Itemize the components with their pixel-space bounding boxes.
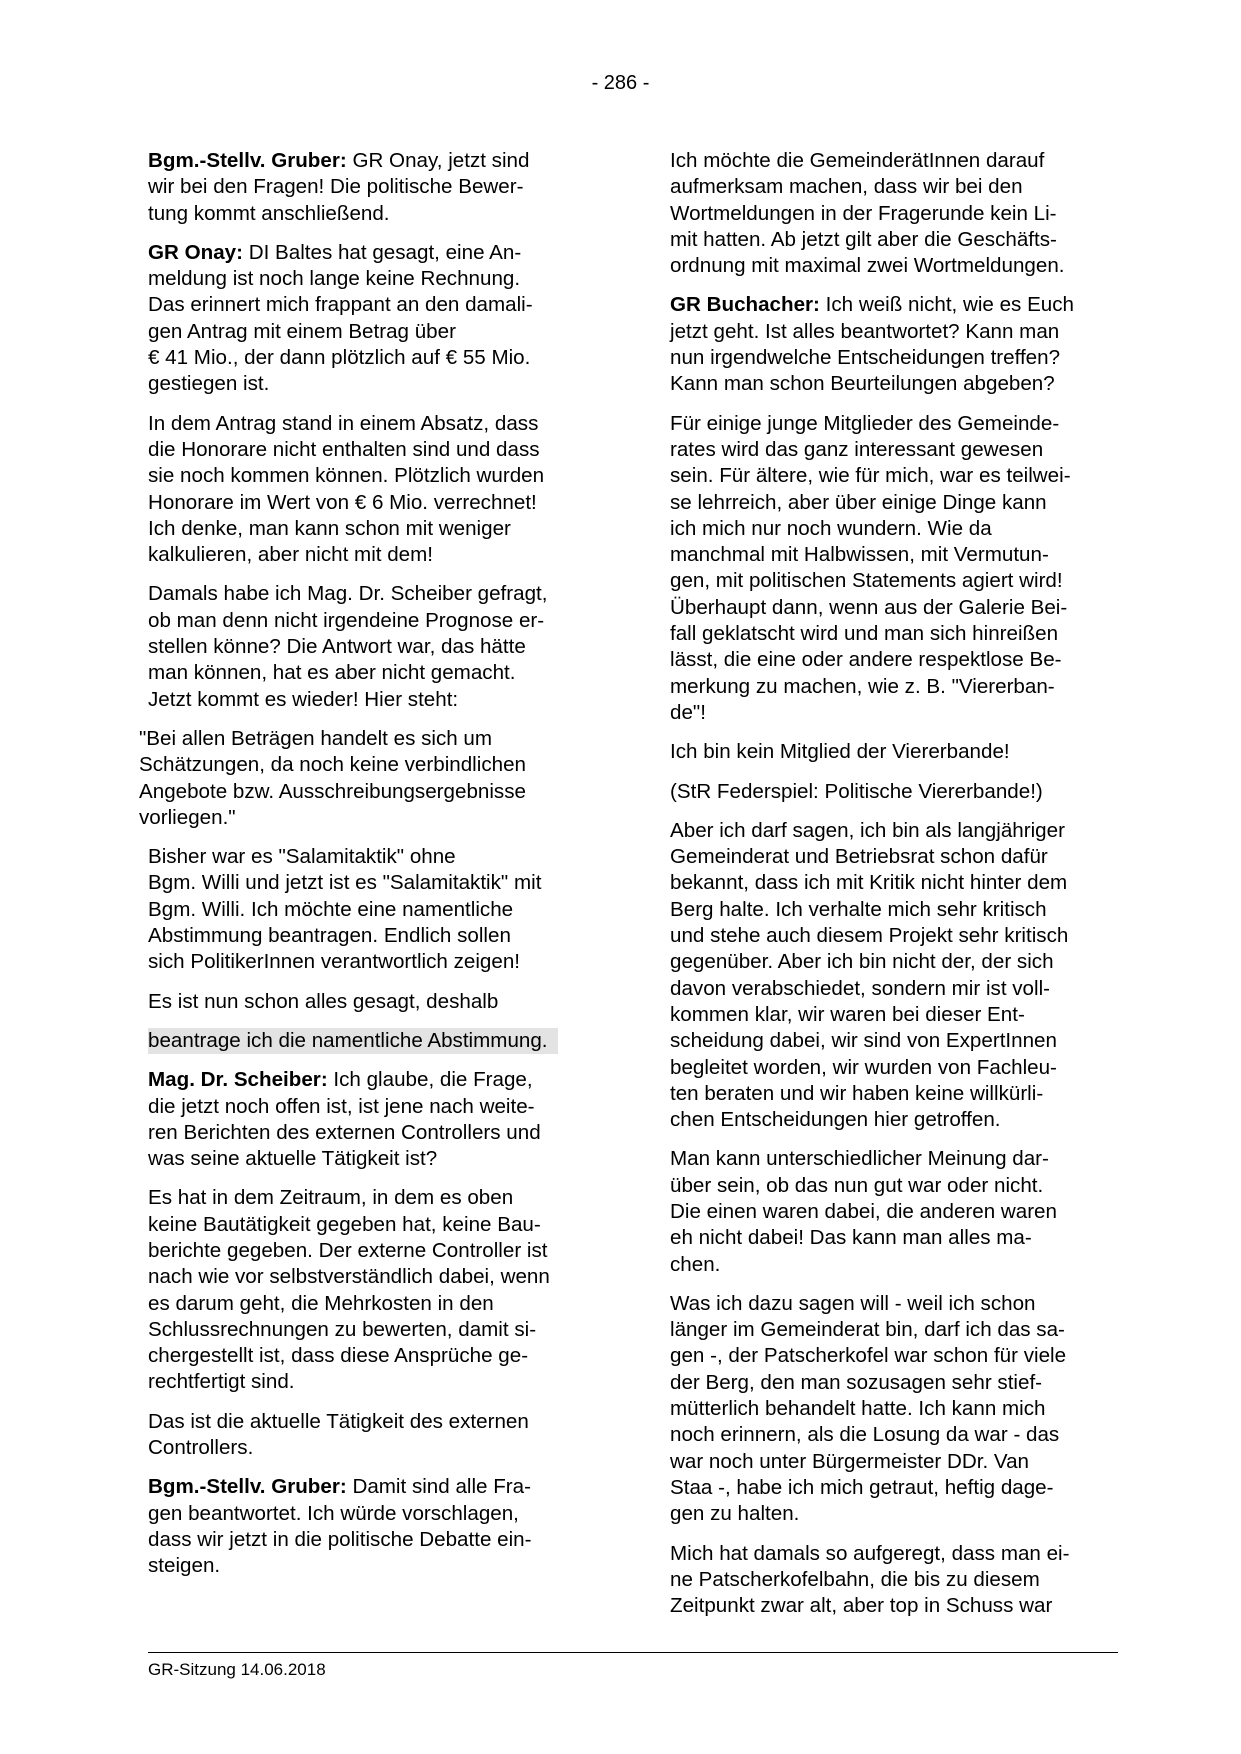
line-text: und stehe auch diesem Projekt sehr kritisch — [670, 924, 1069, 948]
line-text: Wortmeldungen in der Fragerunde kein Li- — [670, 201, 1057, 225]
text-line — [670, 463, 1120, 489]
line-text: der Berg, den man sozusagen sehr stief- — [670, 1370, 1043, 1394]
line-text: Für einige junge Mitglieder des Gemeinde- — [670, 411, 1060, 435]
line-text: Damals habe ich Mag. Dr. Scheiber gefragt, — [148, 582, 548, 606]
text-line — [670, 516, 1120, 542]
line-text: über sein, ob das nun gut war oder nicht. — [670, 1173, 1044, 1197]
paragraph — [670, 1291, 1120, 1528]
line-text: stellen könne? Die Antwort war, das hätte — [148, 635, 526, 659]
line-text: sein. Für ältere, wie für mich, war es teilwei- — [670, 464, 1071, 488]
line-text: Ich möchte die GemeinderätInnen darauf — [670, 149, 1045, 172]
text-line — [670, 1107, 1120, 1133]
line-text: aufmerksam machen, dass wir bei den — [670, 175, 1023, 199]
line-text: sich PolitikerInnen verantwortlich zeigen! — [148, 950, 521, 974]
line-text: chergestellt ist, dass diese Ansprüche ge- — [148, 1344, 529, 1368]
text-line — [670, 595, 1120, 621]
line-text: Ich bin kein Mitglied der Viererbande! — [670, 740, 1010, 764]
text-line — [148, 148, 598, 174]
text-line — [670, 739, 1120, 765]
line-text: jetzt geht. Ist alles beantwortet? Kann man — [670, 319, 1060, 343]
speech-paragraph — [148, 1474, 598, 1579]
text-line — [670, 1317, 1120, 1343]
text-line — [148, 989, 598, 1015]
line-text: gen beantwortet. Ich würde vorschlagen, — [148, 1501, 519, 1525]
line-text: nun irgendwelche Entscheidungen treffen? — [670, 346, 1061, 370]
text-line — [670, 1081, 1120, 1107]
line-text: tung kommt anschließend. — [148, 201, 390, 225]
line-text: bekannt, dass ich mit Kritik nicht hinter dem — [670, 871, 1068, 895]
line-text: Das erinnert mich frappant an den damali- — [148, 293, 533, 317]
text-line — [670, 345, 1120, 371]
line-text: Jetzt kommt es wieder! Hier steht: — [148, 687, 459, 711]
line-text: Aber ich darf sagen, ich bin als langjähriger — [670, 818, 1065, 842]
text-line — [148, 1028, 558, 1054]
line-text: eh nicht dabei! Das kann man alles ma- — [670, 1226, 1032, 1250]
line-text: "Bei allen Beträgen handelt es sich um — [139, 726, 493, 750]
text-line — [670, 227, 1120, 253]
paragraph — [148, 1185, 598, 1395]
text-line — [139, 726, 598, 752]
page-number: - 286 - — [591, 72, 650, 94]
line-text: gen, mit politischen Statements agiert wird! — [670, 569, 1063, 593]
line-text: Honorare im Wert von € 6 Mio. verrechnet! — [148, 490, 537, 514]
text-line — [148, 634, 598, 660]
line-text: mit hatten. Ab jetzt gilt aber die Geschäfts- — [670, 227, 1057, 251]
text-line — [148, 870, 598, 896]
footer-text: GR-Sitzung 14.06.2018 — [148, 1660, 326, 1679]
line-text: se lehrreich, aber über einige Dinge kann — [670, 490, 1047, 514]
line-text: Überhaupt dann, wenn aus der Galerie Bei- — [670, 595, 1068, 619]
text-line — [148, 1264, 598, 1290]
line-text: chen Entscheidungen hier getroffen. — [670, 1108, 1001, 1132]
line-text: Bisher war es "Salamitaktik" ohne — [148, 845, 456, 869]
text-line — [148, 292, 598, 318]
text-line — [148, 266, 598, 292]
text-line — [148, 201, 598, 227]
line-text: ren Berichten des externen Controllers und — [148, 1120, 541, 1144]
line-text: Es ist nun schon alles gesagt, deshalb — [148, 989, 499, 1013]
line-text: ordnung mit maximal zwei Wortmeldungen. — [670, 254, 1065, 278]
text-line — [148, 1067, 598, 1093]
text-line — [139, 779, 598, 805]
line-text: begleitet worden, wir wurden von Fachleu- — [670, 1055, 1057, 1079]
paragraph — [148, 989, 598, 1015]
text-line — [148, 240, 598, 266]
line-text: länger im Gemeinderat bin, darf ich das sa- — [670, 1318, 1065, 1342]
paragraph — [670, 818, 1120, 1134]
text-line — [670, 1567, 1120, 1593]
text-line — [670, 411, 1120, 437]
line-text: noch erinnern, als die Losung da war - das — [670, 1423, 1060, 1447]
text-line — [670, 647, 1120, 673]
line-text: Man kann unterschiedlicher Meinung dar- — [670, 1147, 1049, 1171]
text-line — [148, 1369, 598, 1395]
line-text: lässt, die eine oder andere respektlose Be- — [670, 648, 1062, 672]
line-text: keine Bautätigkeit gegeben hat, keine Bau- — [148, 1212, 541, 1236]
line-text: gen -, der Patscherkofel war schon für viele — [670, 1344, 1067, 1368]
text-line — [670, 1396, 1120, 1422]
text-line — [139, 752, 598, 778]
line-text: kommen klar, wir waren bei dieser Ent- — [670, 1002, 1025, 1026]
line-text: wir bei den Fragen! Die politische Bewer- — [148, 175, 524, 199]
line-text: meldung ist noch lange keine Rechnung. — [148, 267, 521, 291]
text-line — [670, 1449, 1120, 1475]
text-line — [670, 1501, 1120, 1527]
line-text: € 41 Mio., der dann plötzlich auf € 55 Mio. — [148, 346, 531, 370]
line-text: gen Antrag mit einem Betrag über — [148, 319, 456, 343]
speaker-name: Bgm.-Stellv. Gruber: — [148, 149, 347, 172]
line-text: es darum geht, die Mehrkosten in den — [148, 1291, 494, 1315]
text-line — [670, 1593, 1120, 1619]
text-line — [148, 516, 598, 542]
line-text: Bgm. Willi und jetzt ist es "Salamitaktik" mit — [148, 871, 542, 895]
line-text: was seine aktuelle Tätigkeit ist? — [148, 1147, 438, 1171]
text-line — [670, 319, 1120, 345]
line-text: Bgm. Willi. Ich möchte eine namentliche — [148, 897, 514, 921]
text-line — [670, 1291, 1120, 1317]
text-line — [670, 674, 1120, 700]
text-line — [148, 1120, 598, 1146]
text-line — [148, 1501, 598, 1527]
speech-paragraph — [148, 1067, 598, 1172]
speaker-name: GR Buchacher: — [670, 293, 820, 317]
text-line — [148, 1474, 598, 1500]
text-line — [148, 1343, 598, 1369]
paragraph — [148, 1028, 598, 1054]
text-line — [670, 201, 1120, 227]
line-text: Berg halte. Ich verhalte mich sehr kritisch — [670, 897, 1047, 921]
line-text: kalkulieren, aber nicht mit dem! — [148, 543, 434, 567]
line-text: Die einen waren dabei, die anderen waren — [670, 1199, 1057, 1223]
text-line — [148, 1435, 598, 1461]
paragraph — [670, 1146, 1120, 1277]
paragraph — [670, 411, 1120, 727]
line-text: GR Onay, jetzt sind — [346, 149, 530, 172]
line-text: Ich denke, man kann schon mit weniger — [148, 516, 511, 540]
text-line — [670, 1370, 1120, 1396]
line-text: gegenüber. Aber ich bin nicht der, der sich — [670, 950, 1054, 974]
text-line — [148, 608, 598, 634]
text-line — [670, 174, 1120, 200]
text-line — [148, 687, 598, 713]
text-line — [148, 174, 598, 200]
line-text: Abstimmung beantragen. Endlich sollen — [148, 924, 511, 948]
text-line — [670, 568, 1120, 594]
line-text: steigen. — [148, 1554, 221, 1578]
line-text: Gemeinderat und Betriebsrat schon dafür — [670, 845, 1048, 869]
line-text: Mich hat damals so aufgeregt, dass man ei- — [670, 1541, 1070, 1565]
text-line — [670, 1146, 1120, 1172]
paragraph — [670, 1541, 1120, 1620]
text-line — [670, 148, 1120, 174]
left-column — [139, 148, 598, 1593]
line-text: Staa -, habe ich mich getraut, heftig dage- — [670, 1475, 1054, 1499]
line-text: scheidung dabei, wir sind von ExpertInnen — [670, 1029, 1057, 1053]
text-line — [148, 463, 598, 489]
text-line — [670, 371, 1120, 397]
line-text: manchmal mit Halbwissen, mit Vermutun- — [670, 543, 1049, 567]
text-line — [670, 1055, 1120, 1081]
text-line — [148, 1212, 598, 1238]
text-line — [148, 660, 598, 686]
text-line — [670, 1173, 1120, 1199]
line-text: de"! — [670, 700, 706, 724]
paragraph — [148, 1409, 598, 1462]
text-line — [139, 805, 598, 831]
footer-divider — [148, 1652, 1118, 1653]
text-line — [670, 1422, 1120, 1448]
line-text: Das ist die aktuelle Tätigkeit des externen — [148, 1409, 529, 1433]
quote-paragraph — [139, 726, 598, 831]
text-line — [670, 253, 1120, 279]
line-text: Was ich dazu sagen will - weil ich schon — [670, 1291, 1036, 1315]
text-line — [148, 1291, 598, 1317]
text-line — [670, 292, 1120, 318]
line-text: Damit sind alle Fra- — [346, 1475, 531, 1499]
text-line — [670, 844, 1120, 870]
line-text: Zeitpunkt zwar alt, aber top in Schuss war — [670, 1594, 1053, 1618]
text-line — [670, 897, 1120, 923]
text-line — [148, 1146, 598, 1172]
line-text: berichte gegeben. Der externe Controller ist — [148, 1238, 548, 1262]
line-text: Kann man schon Beurteilungen abgeben? — [670, 372, 1055, 396]
line-text: beantrage ich die namentliche Abstimmung. — [148, 1028, 548, 1052]
text-line — [670, 1002, 1120, 1028]
text-line — [670, 1343, 1120, 1369]
text-line — [148, 1553, 598, 1579]
text-line — [670, 923, 1120, 949]
speaker-name: Bgm.-Stellv. Gruber: — [148, 1475, 347, 1499]
paragraph — [670, 148, 1120, 279]
text-line — [148, 844, 598, 870]
text-line — [148, 923, 598, 949]
line-text: ich mich nur noch wundern. Wie da — [670, 516, 992, 540]
line-text: davon verabschiedet, sondern mir ist voll- — [670, 976, 1051, 1000]
line-text: (StR Federspiel: Politische Viererbande!) — [670, 779, 1043, 803]
line-text: ne Patscherkofelbahn, die bis zu diesem — [670, 1567, 1040, 1591]
text-line — [670, 1252, 1120, 1278]
line-text: rechtfertigt sind. — [148, 1370, 295, 1394]
line-text: die jetzt noch offen ist, ist jene nach weite- — [148, 1094, 535, 1118]
line-text: war noch unter Bürgermeister DDr. Van — [670, 1449, 1030, 1473]
text-line — [670, 621, 1120, 647]
line-text: DI Baltes hat gesagt, eine An- — [242, 240, 522, 264]
text-line — [148, 1185, 598, 1211]
line-text: chen. — [670, 1252, 721, 1276]
text-line — [148, 345, 598, 371]
text-line — [670, 1541, 1120, 1567]
text-line — [670, 542, 1120, 568]
text-line — [148, 542, 598, 568]
line-text: Ich weiß nicht, wie es Euch — [819, 293, 1075, 317]
text-line — [148, 897, 598, 923]
text-line — [670, 818, 1120, 844]
line-text: dass wir jetzt in die politische Debatte ein- — [148, 1527, 532, 1551]
line-text: Controllers. — [148, 1436, 254, 1460]
line-text: merkung zu machen, wie z. B. "Viererban- — [670, 674, 1055, 698]
text-line — [670, 1475, 1120, 1501]
text-line — [670, 870, 1120, 896]
text-line — [670, 490, 1120, 516]
line-text: Schlussrechnungen zu bewerten, damit si- — [148, 1317, 537, 1341]
line-text: fall geklatscht wird und man sich hinreißen — [670, 622, 1059, 646]
text-line — [670, 949, 1120, 975]
text-line — [670, 779, 1120, 805]
paragraph — [670, 779, 1120, 805]
text-line — [670, 700, 1120, 726]
line-text: die Honorare nicht enthalten sind und dass — [148, 437, 540, 461]
line-text: rates wird das ganz interessant gewesen — [670, 437, 1044, 461]
text-line — [670, 976, 1120, 1002]
line-text: vorliegen." — [139, 805, 236, 829]
speech-paragraph — [670, 292, 1120, 397]
text-line — [148, 437, 598, 463]
text-line — [148, 411, 598, 437]
text-line — [670, 1028, 1120, 1054]
text-line — [670, 437, 1120, 463]
text-line — [670, 1199, 1120, 1225]
text-line — [148, 1094, 598, 1120]
line-text: gen zu halten. — [670, 1502, 800, 1526]
text-line — [148, 949, 598, 975]
text-line — [148, 1527, 598, 1553]
line-text: Schätzungen, da noch keine verbindlichen — [139, 753, 526, 777]
line-text: In dem Antrag stand in einem Absatz, dass — [148, 411, 539, 435]
line-text: nach wie vor selbstverständlich dabei, wenn — [148, 1265, 550, 1289]
paragraph — [148, 844, 598, 975]
line-text: mütterlich behandelt hatte. Ich kann mich — [670, 1397, 1046, 1421]
speaker-name: GR Onay: — [148, 240, 243, 264]
line-text: Angebote bzw. Ausschreibungsergebnisse — [139, 779, 526, 803]
line-text: gestiegen ist. — [148, 372, 270, 396]
text-line — [148, 371, 598, 397]
line-text: man können, hat es aber nicht gemacht. — [148, 661, 516, 685]
speaker-name: Mag. Dr. Scheiber: — [148, 1068, 328, 1092]
line-text: ten beraten und wir haben keine willkürli- — [670, 1081, 1044, 1105]
text-line — [148, 319, 598, 345]
speech-paragraph — [148, 148, 598, 227]
right-column — [670, 148, 1120, 1632]
line-text: Es hat in dem Zeitraum, in dem es oben — [148, 1186, 514, 1210]
speech-paragraph — [148, 240, 598, 398]
text-line — [148, 1238, 598, 1264]
line-text: sie noch kommen können. Plötzlich wurden — [148, 464, 545, 488]
text-line — [148, 581, 598, 607]
paragraph — [148, 581, 598, 712]
text-line — [148, 490, 598, 516]
text-line — [670, 1225, 1120, 1251]
text-line — [148, 1409, 598, 1435]
paragraph — [148, 411, 598, 569]
paragraph — [670, 739, 1120, 765]
line-text: ob man denn nicht irgendeine Prognose er- — [148, 608, 545, 632]
line-text: Ich glaube, die Frage, — [327, 1068, 533, 1092]
text-line — [148, 1317, 598, 1343]
